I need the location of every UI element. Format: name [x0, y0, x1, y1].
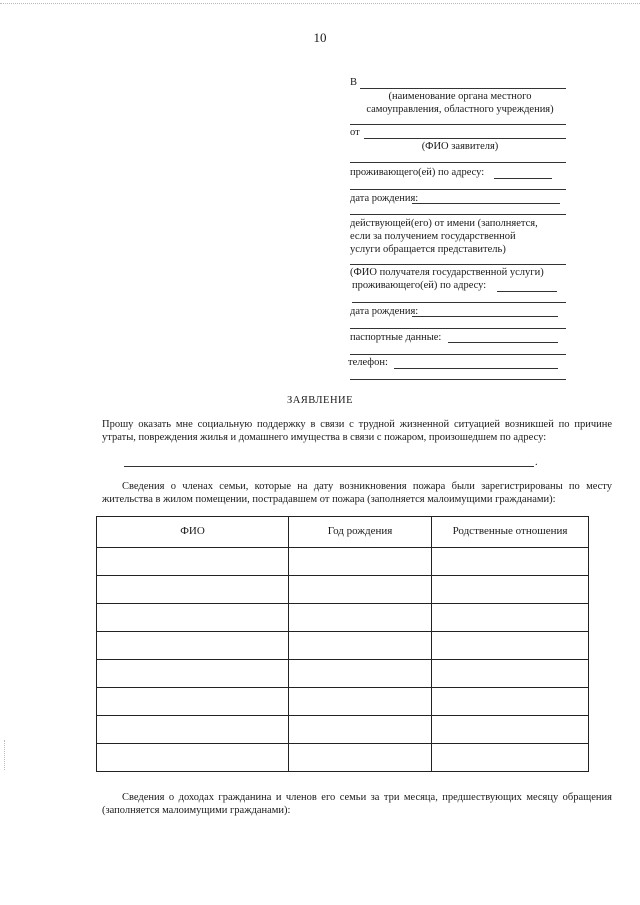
- acting-line-3: услуги обращается представитель): [350, 244, 506, 255]
- to-prefix: В: [350, 77, 358, 88]
- table-cell-relationship[interactable]: [432, 716, 589, 744]
- passport-label: паспортные данные:: [350, 332, 442, 343]
- fire-address-line[interactable]: [124, 466, 534, 467]
- table-row: [97, 688, 589, 716]
- table-cell-relationship[interactable]: [432, 604, 589, 632]
- table-cell-birth-year[interactable]: [289, 548, 432, 576]
- table-cell-relationship[interactable]: [432, 688, 589, 716]
- page-number: 10: [313, 30, 327, 45]
- residing-address-line[interactable]: [494, 178, 552, 179]
- table-cell-relationship[interactable]: [432, 660, 589, 688]
- column-header-birth-year: Год рождения: [289, 517, 432, 548]
- passport-extra-line[interactable]: [350, 354, 566, 355]
- residing-extra-line[interactable]: [350, 189, 566, 190]
- org-caption-2: самоуправления, областного учреждения): [366, 104, 554, 115]
- phone-extra-line[interactable]: [350, 379, 566, 380]
- recipient-caption: (ФИО получателя государственной услуги): [350, 267, 544, 278]
- birth-extra-line[interactable]: [350, 214, 566, 215]
- applicant-name-line[interactable]: [364, 138, 566, 139]
- table-cell-name[interactable]: [97, 744, 289, 772]
- table-cell-name[interactable]: [97, 604, 289, 632]
- table-cell-name[interactable]: [97, 576, 289, 604]
- birth-label: дата рождения:: [350, 193, 419, 204]
- table-cell-relationship[interactable]: [432, 632, 589, 660]
- table-row: [97, 604, 589, 632]
- acting-line-2: если за получением государственной: [350, 231, 516, 242]
- column-header-relationship: Родственные отношения: [432, 517, 589, 548]
- table-row: [97, 576, 589, 604]
- table-cell-name[interactable]: [97, 548, 289, 576]
- document-title: ЗАЯВЛЕНИЕ: [286, 395, 354, 406]
- table-row: [97, 660, 589, 688]
- request-paragraph: Прошу оказать мне социальную поддержку в связи с трудной жизненной ситуацией возникшей по причине утраты, повреждения жилья и домашнего имущества в связи с пожаром, произошедшем по адресу:: [102, 419, 612, 443]
- from-prefix: от: [350, 127, 360, 138]
- table-cell-name[interactable]: [97, 716, 289, 744]
- table-row: [97, 632, 589, 660]
- table-cell-name[interactable]: [97, 632, 289, 660]
- recipient-birth-extra-line[interactable]: [350, 328, 566, 329]
- table-cell-relationship[interactable]: [432, 576, 589, 604]
- org-extra-line[interactable]: [350, 124, 566, 125]
- table-cell-birth-year[interactable]: [289, 632, 432, 660]
- recipient-extra-line[interactable]: [352, 302, 566, 303]
- table-cell-birth-year[interactable]: [289, 604, 432, 632]
- residing-label: проживающего(ей) по адресу:: [350, 167, 485, 178]
- acting-line-1: действующей(его) от имени (заполняется,: [350, 218, 538, 229]
- column-header-name: ФИО: [97, 517, 289, 548]
- table-cell-relationship[interactable]: [432, 548, 589, 576]
- income-paragraph: Сведения о доходах гражданина и членов его семьи за три месяца, предшествующих месяцу обращения (заполняется малоимущими гражданами):: [102, 792, 612, 816]
- recipient-birth-line[interactable]: [412, 316, 558, 317]
- table-cell-birth-year[interactable]: [289, 716, 432, 744]
- table-cell-birth-year[interactable]: [289, 660, 432, 688]
- scan-artifact-left: [4, 740, 5, 770]
- phone-line[interactable]: [394, 368, 558, 369]
- recipient-address-line[interactable]: [497, 291, 557, 292]
- table-cell-relationship[interactable]: [432, 744, 589, 772]
- representative-line[interactable]: [350, 264, 566, 265]
- recipient-residing-label: проживающего(ей) по адресу:: [352, 280, 487, 291]
- org-caption-1: (наименование органа местного: [388, 91, 532, 102]
- scan-artifact-top: [0, 3, 640, 4]
- passport-line[interactable]: [448, 342, 558, 343]
- to-org-line[interactable]: [360, 88, 566, 89]
- birth-date-line[interactable]: [412, 203, 560, 204]
- table-cell-name[interactable]: [97, 688, 289, 716]
- family-members-table: [96, 516, 589, 772]
- applicant-caption: (ФИО заявителя): [421, 141, 499, 152]
- table-cell-name[interactable]: [97, 660, 289, 688]
- table-row: [97, 548, 589, 576]
- table-cell-birth-year[interactable]: [289, 576, 432, 604]
- table-row: [97, 744, 589, 772]
- family-paragraph: Сведения о членах семьи, которые на дату возникновения пожара были зарегистрированы по месту жительства в жилом помещении, пострадавшем от пожара (заполняется малоимущими гражданами):: [102, 481, 612, 505]
- table-header-row: [97, 517, 589, 548]
- phone-label: телефон:: [348, 357, 388, 368]
- applicant-extra-line[interactable]: [350, 162, 566, 163]
- birth-label-2: дата рождения:: [350, 306, 419, 317]
- table-cell-birth-year[interactable]: [289, 688, 432, 716]
- address-end-period: .: [535, 457, 538, 468]
- table-row: [97, 716, 589, 744]
- table-cell-birth-year[interactable]: [289, 744, 432, 772]
